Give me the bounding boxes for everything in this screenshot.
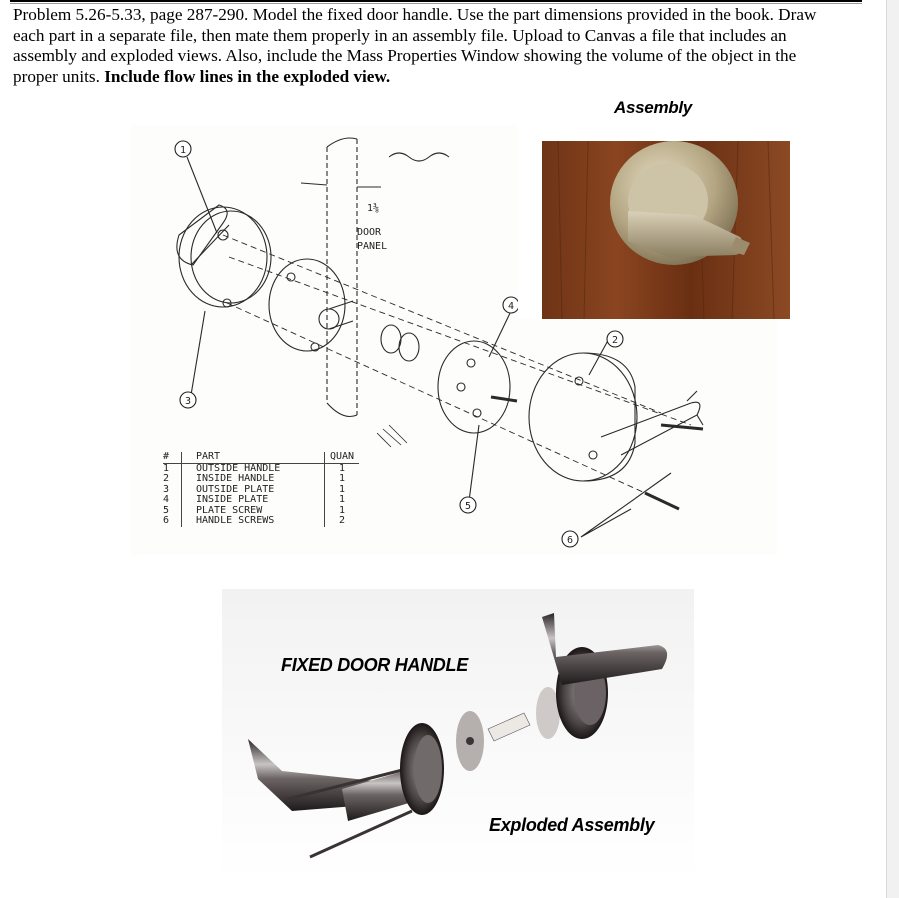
callout-5: 5 (464, 501, 472, 512)
row-num: 2 (163, 474, 182, 485)
parts-list-header (163, 452, 359, 463)
door-label-line1: DOOR (357, 227, 382, 238)
assembly-label: Assembly (614, 98, 692, 117)
problem-body: Model the fixed door handle. Use the part dimensions provided in the book. Draw each part in a separate file, then mate them properly in an assembly file. Upload to Canvas a file that includes an assembly and exploded views. Also, include the Mass Properties Window showing the volume of the object in the proper units. (13, 5, 817, 86)
scrollbar-track[interactable] (886, 0, 899, 898)
row-qty: 1 (338, 473, 346, 484)
row-qty: 1 (338, 483, 346, 495)
header-qty: QUAN (325, 452, 360, 463)
row-qty: 2 (338, 515, 346, 526)
row-part: OUTSIDE PLATE (182, 485, 325, 496)
top-rule-shadow (10, 3, 862, 4)
parts-list-row (163, 516, 359, 527)
row-num: 1 (163, 463, 182, 474)
row-qty: 1 (338, 494, 346, 505)
parts-list-row (163, 495, 359, 506)
exploded-assembly-label: Exploded Assembly (489, 815, 655, 835)
problem-title: Problem 5.26-5.33, page 287-290. (13, 5, 249, 24)
row-part: OUTSIDE HANDLE (182, 463, 325, 474)
row-part: INSIDE PLATE (182, 495, 325, 506)
row-qty: 1 (338, 462, 346, 474)
row-num: 3 (163, 485, 182, 496)
row-part: HANDLE SCREWS (182, 516, 325, 527)
door-thickness: 1⅜ (367, 203, 380, 214)
row-num: 5 (163, 506, 182, 517)
callout-6: 6 (566, 535, 574, 546)
callout-2: 2 (611, 335, 619, 346)
fixed-door-handle-label: FIXED DOOR HANDLE (281, 655, 468, 675)
callout-4: 4 (507, 301, 515, 312)
callout-1: 1 (179, 145, 187, 156)
header-num: # (163, 452, 182, 463)
header-part: PART (182, 452, 325, 463)
row-part: INSIDE HANDLE (182, 474, 325, 485)
parts-list-table (163, 452, 359, 527)
problem-statement (13, 5, 843, 87)
parts-list-row (163, 474, 359, 485)
row-num: 4 (163, 495, 182, 506)
door-label-line2: PANEL (357, 241, 388, 252)
assembly-photo (518, 119, 806, 319)
row-qty: 1 (338, 504, 346, 516)
row-part: PLATE SCREW (182, 506, 325, 517)
top-rule (10, 0, 862, 2)
row-num: 6 (163, 516, 182, 527)
problem-emphasis: Include flow lines in the exploded view. (104, 66, 391, 86)
callout-3: 3 (184, 396, 192, 407)
